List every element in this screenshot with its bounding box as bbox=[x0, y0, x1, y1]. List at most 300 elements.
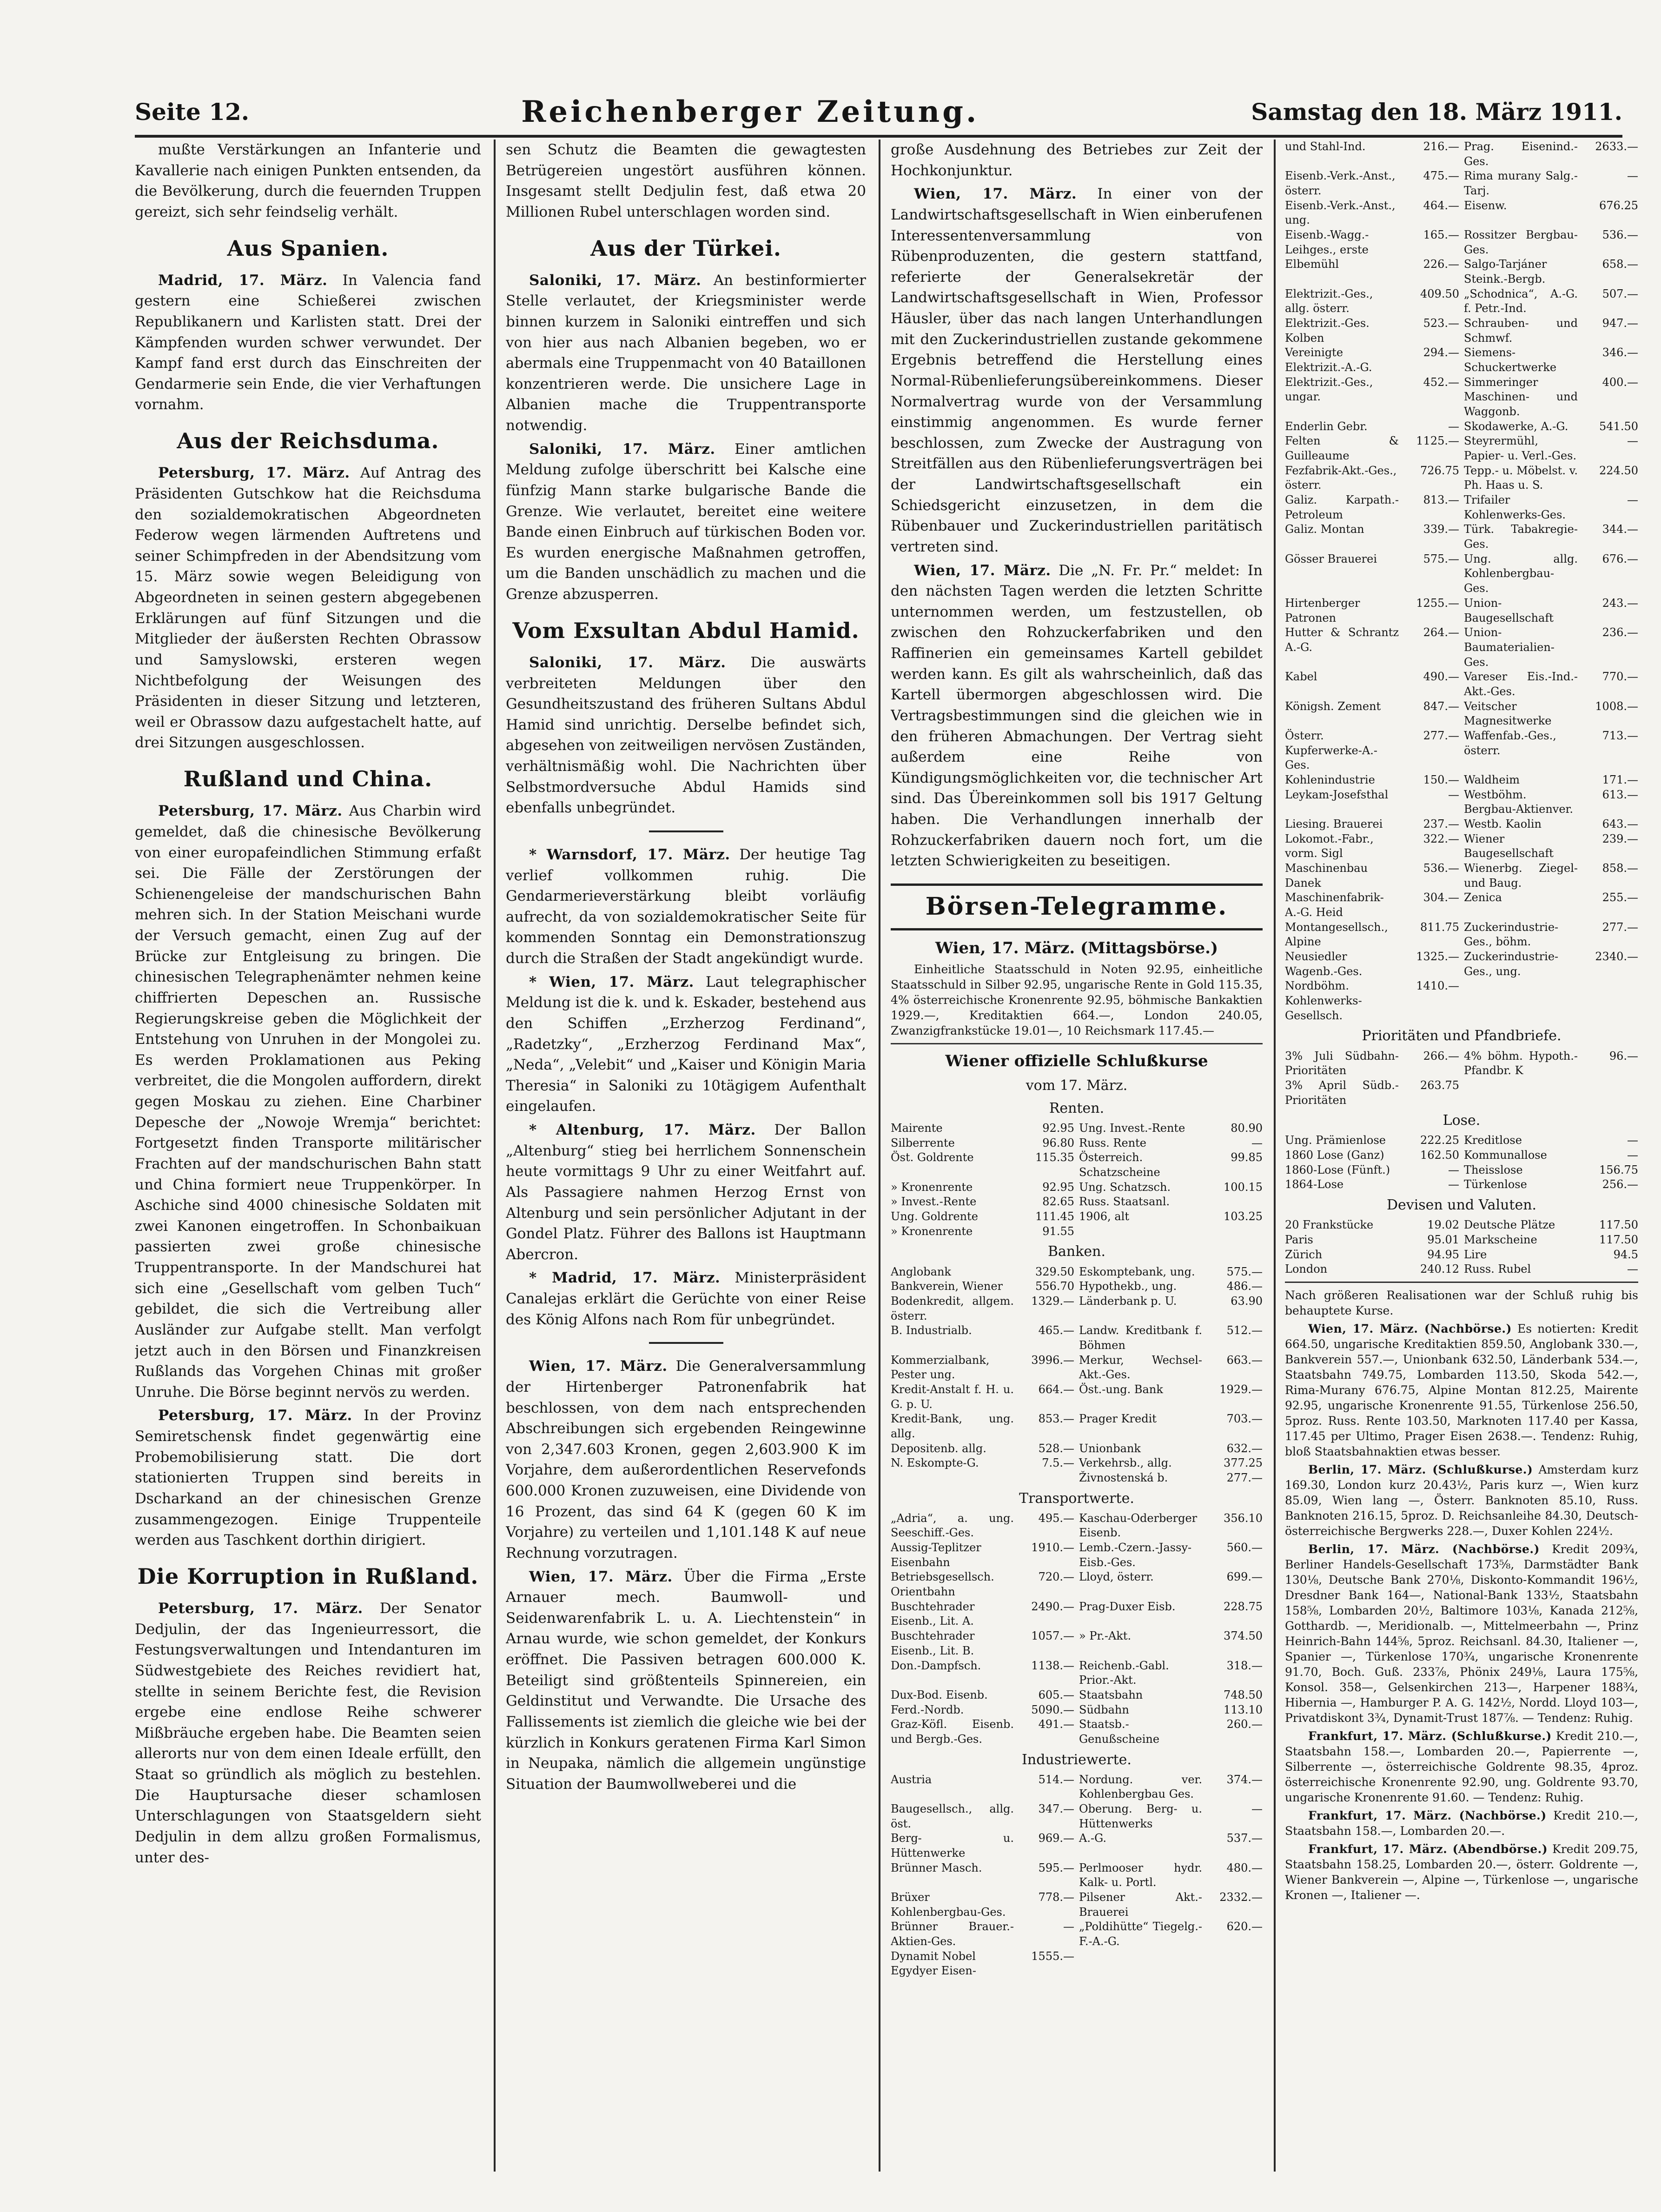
security-name: Trifailer Kohlenwerks-Ges. bbox=[1464, 493, 1566, 521]
security-name: Enderlin Gebr. bbox=[1285, 419, 1368, 433]
dateline: Saloniki, 17. März. bbox=[529, 440, 715, 458]
quote-value: 374.50 bbox=[1224, 1629, 1263, 1643]
security-name: Don.-Dampfsch. bbox=[891, 1659, 981, 1672]
paragraph-text: Kredit 209.75, Staatsbahn 158.25, Lombarden 20.—, österr. Goldrente —, Wiener Bankverein —, Alpine —, Türkenlose —, ungarische Kronen —, Italiener —. bbox=[1285, 1842, 1638, 1902]
security-name: Eskomptebank, ung. bbox=[1079, 1265, 1195, 1278]
article-paragraph bbox=[1285, 1462, 1638, 1539]
article-paragraph bbox=[1285, 1541, 1638, 1726]
industrie-table-continued bbox=[1285, 139, 1638, 1023]
quote-value: 595.— bbox=[1038, 1861, 1074, 1874]
paragraph-text: Ministerpräsident Canalejas erklärt die Gerüchte von einer Reise des König Alfons nach Rom für unbegründet. bbox=[506, 1269, 866, 1328]
security-name: Eisenb.-Verk.-Anst., österr. bbox=[1285, 169, 1396, 198]
security-name: Russ. Staatsanl. bbox=[1079, 1195, 1170, 1209]
paragraph-text: Einer amtlichen Meldung zufolge überschritt bei Kalsche eine fünfzig Mann starke bulgarische Bande die Grenze. Wie verlautet, bereitet eine weitere Bande einen Einbruch auf türkischen Boden vor. Es wurden energische Maßnahmen getroffen, um die Banden unschädlich zu machen und die Grenze abzusperren. bbox=[506, 440, 866, 603]
quote-value: 96.80 bbox=[1042, 1136, 1074, 1149]
quote-value: 811.75 bbox=[1420, 920, 1459, 934]
article-paragraph bbox=[135, 1598, 481, 1868]
quote-value: 19.02 bbox=[1427, 1218, 1459, 1232]
security-name: Brüxer Kohlenbergbau-Ges. bbox=[891, 1891, 1006, 1919]
quote-value: 2332.— bbox=[1219, 1891, 1263, 1904]
quote-value: 726.75 bbox=[1420, 464, 1459, 477]
security-name: Montangesellsch., Alpine bbox=[1285, 920, 1388, 949]
column-3 bbox=[891, 139, 1263, 2172]
column-rule bbox=[1274, 139, 1276, 2172]
article-paragraph bbox=[135, 139, 481, 223]
quote-value: 239.— bbox=[1602, 832, 1638, 845]
quote-value: — bbox=[1251, 1802, 1263, 1816]
quote-value: 495.— bbox=[1038, 1511, 1074, 1525]
quote-value: 703.— bbox=[1226, 1412, 1263, 1426]
dateline: * Wien, 17. März. bbox=[529, 973, 694, 990]
security-name: Brünner Brauer.-Aktien-Ges. bbox=[891, 1920, 1014, 1948]
security-name: Kredit-Anstalt f. H. u. G. p. U. bbox=[891, 1382, 1014, 1411]
security-name: Kreditlose bbox=[1464, 1134, 1522, 1147]
security-name: Zenica bbox=[1464, 891, 1502, 904]
security-name: N. Eskompte-G. bbox=[891, 1456, 979, 1470]
quote-value: 490.— bbox=[1423, 670, 1459, 684]
quote-value: 346.— bbox=[1602, 346, 1638, 359]
article-paragraph bbox=[135, 463, 481, 753]
dateline: Saloniki, 17. März. bbox=[529, 272, 701, 289]
security-name: Ferd.-Nordb. bbox=[891, 1703, 964, 1716]
quote-value: 536.— bbox=[1423, 861, 1459, 875]
quote-value: — bbox=[1627, 493, 1638, 507]
quote-value: 2633.— bbox=[1595, 140, 1638, 153]
quote-value: 613.— bbox=[1602, 788, 1638, 801]
security-name: Österr. Kupferwerke-A.-Ges. bbox=[1285, 729, 1377, 772]
boerse-title: Börsen-Telegramme. bbox=[891, 883, 1263, 930]
quote-value bbox=[1582, 979, 1638, 1023]
quote-value: 1325.— bbox=[1416, 950, 1459, 963]
schlusskurse-title: Wiener offizielle Schlußkurse bbox=[945, 1051, 1208, 1070]
masthead: Reichenberger Zeitung. bbox=[521, 94, 979, 129]
security-name: Buschtehrader Eisenb., Lit. A. bbox=[891, 1600, 975, 1628]
security-name: 3% Juli Südbahn-Prioritäten bbox=[1285, 1049, 1399, 1077]
quote-value: 464.— bbox=[1423, 199, 1459, 212]
schlusskurse-date: vom 17. März. bbox=[1026, 1077, 1128, 1094]
article-paragraph bbox=[1285, 1728, 1638, 1805]
page-number: Seite 12. bbox=[135, 98, 250, 126]
security-name: Anglobank bbox=[891, 1265, 951, 1278]
article-paragraph bbox=[506, 270, 866, 436]
security-name: Salgo-Tarjáner Steink.-Bergb. bbox=[1464, 258, 1547, 286]
renten-head: Renten. bbox=[1049, 1100, 1105, 1116]
quote-value: 165.— bbox=[1423, 228, 1459, 242]
security-name: Vareser Eis.-Ind.-Akt.-Ges. bbox=[1464, 670, 1578, 698]
security-name: Aussig-Teplitzer Eisenbahn bbox=[891, 1541, 981, 1569]
devisen-table bbox=[1285, 1218, 1638, 1277]
article-paragraph bbox=[506, 139, 866, 223]
security-name: Zürich bbox=[1285, 1248, 1323, 1261]
quote-value: 512.— bbox=[1226, 1324, 1263, 1337]
dateline: * Madrid, 17. März. bbox=[529, 1269, 721, 1287]
security-name: Perlmooser hydr. Kalk- u. Portl. bbox=[1079, 1861, 1202, 1889]
quote-value: 94.5 bbox=[1613, 1248, 1638, 1261]
quote-value: 91.55 bbox=[1042, 1224, 1074, 1238]
quote-value: 575.— bbox=[1423, 552, 1459, 565]
article-paragraph bbox=[1285, 1288, 1638, 1318]
quote-value: 2340.— bbox=[1595, 950, 1638, 963]
prior-head: Prioritäten und Pfandbriefe. bbox=[1362, 1028, 1562, 1044]
security-name: Ung. allg. Kohlenbergbau-Ges. bbox=[1464, 552, 1578, 595]
article-paragraph bbox=[891, 184, 1263, 557]
security-name: Brünner Masch. bbox=[891, 1861, 982, 1874]
security-name bbox=[1464, 979, 1578, 1023]
quote-value: 356.10 bbox=[1224, 1511, 1263, 1525]
quote-value: 100.15 bbox=[1224, 1180, 1263, 1194]
security-name: B. Industrialb. bbox=[891, 1324, 972, 1337]
quote-value: 111.45 bbox=[1035, 1209, 1074, 1223]
security-name: Dux-Bod. Eisenb. bbox=[891, 1688, 988, 1701]
security-name: Theisslose bbox=[1464, 1163, 1523, 1176]
quote-value: 103.25 bbox=[1224, 1209, 1263, 1223]
renten-table bbox=[891, 1121, 1263, 1239]
security-name: Depositenb. allg. bbox=[891, 1441, 986, 1455]
dateline: Wien, 17. März. bbox=[914, 562, 1051, 579]
security-name: » Kronenrente bbox=[891, 1224, 973, 1238]
quote-value: 117.50 bbox=[1599, 1218, 1638, 1232]
security-name: Lemb.-Czern.-Jassy-Eisb.-Ges. bbox=[1079, 1541, 1192, 1569]
security-name: 1860 Lose (Ganz) bbox=[1285, 1149, 1384, 1162]
security-name: und Stahl-Ind. bbox=[1285, 140, 1366, 153]
paragraph-text: Laut telegraphischer Meldung ist die k. und k. Eskader, bestehend aus den Schiffen „Erzherzog Ferdinand“, „Radetzky“, „Erzherzog Ferdinand Max“, „Neda“, „Velebit“ und „Kaiser und Königin Maria Theresia“ in Saloniki zu 10tägigem Aufenthalt eingelaufen. bbox=[506, 973, 866, 1115]
security-name: Elektrizit.-Ges., ungar. bbox=[1285, 375, 1373, 404]
quote-value: 720.— bbox=[1038, 1570, 1074, 1584]
quote-value: — bbox=[1448, 1163, 1459, 1176]
divider bbox=[1285, 1282, 1638, 1283]
quote-value: 277.— bbox=[1602, 920, 1638, 934]
security-name bbox=[1079, 1224, 1202, 1239]
lose-table bbox=[1285, 1133, 1638, 1192]
security-name: Lokomot.-Fabr., vorm. Sigl bbox=[1285, 832, 1374, 860]
security-name: Ung. Goldrente bbox=[891, 1209, 978, 1223]
security-name: Lloyd, österr. bbox=[1079, 1570, 1154, 1584]
paragraph-text: Auf Antrag des Präsidenten Gutschkow hat die Reichsduma den sozialdemokratischen Abgeordneten Federow wegen lärmenden Auftretens und seiner Schimpfreden in der Abendsitzung vom 15. März sowie wegen Beleidigung von Abgeordneten in seinen gestern abgegebenen Erklärungen auf fünf Sitzungen und die Mitglieder der äußersten Rechten Obrassow und Samyslowski, ersteren wegen Nichtbefolgung der Weisungen des Präsidenten in dieser Sitzung und letzteren, weil er Obrassow dazu aufgestachelt hatte, auf drei Sitzungen ausgeschlossen. bbox=[135, 465, 481, 751]
quote-value: 748.50 bbox=[1224, 1688, 1263, 1701]
security-name: Kredit-Bank, ung. allg. bbox=[891, 1412, 1014, 1440]
boerse-reports bbox=[1285, 1288, 1638, 1903]
security-name: Liesing. Brauerei bbox=[1285, 817, 1383, 830]
dateline: Wien, 17. März. bbox=[914, 186, 1077, 203]
security-name: Öst.-ung. Bank bbox=[1079, 1382, 1163, 1396]
security-name: Tepp.- u. Möbelst. v. Ph. Haas u. S. bbox=[1464, 464, 1578, 492]
paragraph-text: Amsterdam kurz 169.30, London kurz 20.43½, Paris kurz —, Wien kurz 85.09, Wien lang —, Österr. Banknoten 85.10, Russ. Banknoten 216.15, 5proz. D. Reichsanleihe 84.30, Deutsch-österreichische Bergwerks 228.—, Duxer Kohlen 224½. bbox=[1285, 1462, 1638, 1538]
quote-value: 452.— bbox=[1423, 375, 1459, 389]
security-name: » Kronenrente bbox=[891, 1180, 973, 1194]
article-paragraph bbox=[891, 560, 1263, 871]
paragraph-text: In der Provinz Semiretschensk findet gegenwärtig eine Probemobilisierung statt. Die dort stationierten Truppen sind bereits in Dscharkand an der chinesischen Grenze zusammengezogen. Einige Truppenteile werden aus Taschkent dorthin dirigiert. bbox=[135, 1407, 481, 1549]
security-name: Staatsbahn bbox=[1079, 1688, 1143, 1701]
dateline: Frankfurt, 17. März. (Schlußkurse.) bbox=[1308, 1729, 1552, 1743]
paragraph-text: Die Generalversammlung der Hirtenberger Patronenfabrik hat beschlossen, von dem nach entsprechenden Abschreibungen sich ergebenden Reingewinne von 2,347.603 Kronen, gegen 2,603.900 K im Vorjahre, dem außerordentlichen Reservefonds 600.000 Kronen zuzuweisen, eine Dividende von 16 Prozent, das sind 64 K (gegen 60 K im Vorjahre) zu verteilen und 1,101.148 K auf neue Rechnung vorzutragen. bbox=[506, 1358, 866, 1561]
security-name: Gösser Brauerei bbox=[1285, 552, 1377, 565]
quote-value: 858.— bbox=[1602, 861, 1638, 875]
industrie-head: Industriewerte. bbox=[1022, 1751, 1132, 1768]
dateline: Berlin, 17. März. (Nachbörse.) bbox=[1308, 1542, 1540, 1556]
column-1 bbox=[135, 139, 481, 2172]
transport-head: Transportwerte. bbox=[1019, 1490, 1134, 1507]
quote-value bbox=[1207, 1195, 1263, 1209]
security-name: Wiener Baugesellschaft bbox=[1464, 832, 1554, 860]
paragraph-text: Über die Firma „Erste Arnauer mech. Baumwoll- und Seidenwarenfabrik L. u. A. Liechtenstein“ in Arnau wurde, wie schon gemeldet, der Konkurs eröffnet. Die Passiven betragen 600.000 K. Beteiligt sind größtenteils Spinnereien, ein Geldinstitut und Verwandte. Die Ursache des Fallissements ist ziemlich die gleiche wie bei der kürzlich in Konkurs geratenen Firma Karl Simon in Neupaka, nämlich die allgemein ungünstige Situation der Baumwollweberei und die bbox=[506, 1568, 866, 1793]
security-name: Mairente bbox=[891, 1121, 943, 1135]
quote-value: 1410.— bbox=[1416, 979, 1459, 993]
security-name: Prag. Eisenind.-Ges. bbox=[1464, 140, 1578, 168]
quote-value: 5090.— bbox=[1031, 1703, 1074, 1716]
quote-value: — bbox=[1627, 1149, 1638, 1162]
quote-value: 222.25 bbox=[1420, 1134, 1459, 1147]
paragraph-text: Die „N. Fr. Pr.“ meldet: In den nächsten Tagen werden die letzten Schritte unternommen werden, um festzustellen, ob zwischen den Rohzuckerfabriken und den Raffinerien ein gemeinsames Kartell gebildet werden kann. Es gilt als wahrscheinlich, daß das Kartell übermorgen abgeschlossen wird. Die Vertragsbestimmungen sind die gleichen wie in den früheren Abmachungen. Der Vertrag sieht außerdem eine Reihe von Kündigungsmöglichkeiten vor, die technischer Art sind. Das Übereinkommen soll bis 1917 Geltung haben. Die Verhandlungen innerhalb der Rohzuckerfabriken dauern noch fort, um die letzten Schwierigkeiten zu beseitigen. bbox=[891, 562, 1263, 870]
dateline: Berlin, 17. März. (Schlußkurse.) bbox=[1308, 1462, 1533, 1476]
quote-value: 377.25 bbox=[1224, 1456, 1263, 1470]
security-name: Union-Baugesellschaft bbox=[1464, 596, 1554, 624]
quote-value: 374.— bbox=[1226, 1773, 1263, 1786]
quote-value: 486.— bbox=[1226, 1280, 1263, 1293]
quote-value: 853.— bbox=[1038, 1412, 1074, 1426]
security-name: Galiz. Montan bbox=[1285, 523, 1364, 536]
quote-value: 277.— bbox=[1226, 1471, 1263, 1484]
quote-value: 82.65 bbox=[1042, 1195, 1074, 1209]
quote-value: 255.— bbox=[1602, 891, 1638, 904]
security-name: Öst. Goldrente bbox=[891, 1151, 974, 1164]
security-name bbox=[1079, 1964, 1202, 1979]
quote-value: 632.— bbox=[1226, 1441, 1263, 1455]
quote-value: 99.85 bbox=[1231, 1151, 1263, 1164]
quote-value: 713.— bbox=[1602, 729, 1638, 742]
security-name: Kohlenindustrie bbox=[1285, 773, 1375, 786]
mittagsboerse-text: Einheitliche Staatsschuld in Noten 92.95, einheitliche Staatsschuld in Silber 92.95, ungarische Rente in Gold 115.35, 4% österreichische Kronenrente 92.95, böhmische Bankaktien 1929.—, Kreditaktien 664.—, London 240.05, Zwanzigfrankstücke 19.01—, 10 Reichsmark 117.45.— bbox=[891, 962, 1263, 1037]
dateline: * Altenburg, 17. März. bbox=[529, 1122, 756, 1139]
quote-value: 94.95 bbox=[1427, 1248, 1459, 1261]
page-header bbox=[135, 88, 1622, 138]
security-name: 1864-Lose bbox=[1285, 1178, 1344, 1191]
security-name: Oberung. Berg- u. Hüttenwerks bbox=[1079, 1802, 1202, 1830]
separator-rule bbox=[649, 830, 723, 832]
quote-value: 514.— bbox=[1038, 1773, 1074, 1786]
article-paragraph bbox=[135, 801, 481, 1402]
security-name: Eisenb.-Verk.-Anst., ung. bbox=[1285, 199, 1396, 227]
security-name: Westb. Kaolin bbox=[1464, 817, 1542, 830]
security-name: Simmeringer Maschinen- und Waggonb. bbox=[1464, 375, 1578, 418]
security-name: Wienerbg. Ziegel- und Baug. bbox=[1464, 861, 1578, 890]
security-name: Waldheim bbox=[1464, 773, 1520, 786]
quote-value: 556.70 bbox=[1035, 1280, 1074, 1293]
security-name: Pilsener Akt.-Brauerei bbox=[1079, 1891, 1202, 1919]
quote-value: 491.— bbox=[1038, 1718, 1074, 1731]
quote-value: 226.— bbox=[1423, 258, 1459, 271]
quote-value: 113.10 bbox=[1224, 1703, 1263, 1716]
security-name: » Pr.-Akt. bbox=[1079, 1629, 1132, 1643]
quote-value: 507.— bbox=[1602, 287, 1638, 300]
paragraph-text: Der Senator Dedjulin, der das Ingenieurressort, die Festungsverwaltungen und Intendanturen im Südwestgebiete des Reiches revidiert hat, stellte in seinem Berichte fest, die Revision ergebe eine endlose Reihe schwerer Mißbräuche ergeben habe. Die Beamten seien allerorts nur von dem einen Ideale erfüllt, den Staat so gründlich als möglich zu bestehlen. Die Hauptursache dieser schamlosen Unterschlagungen von Staatsgeldern sieht Dedjulin in dem allzu großen Formalismus, unter des- bbox=[135, 1600, 481, 1866]
security-name: Königsh. Zement bbox=[1285, 699, 1381, 713]
quote-value bbox=[1019, 1471, 1074, 1486]
paragraph-text: Es notierten: Kredit 664.50, ungarische Kreditaktien 859.50, Anglobank 330.—, Bankverein 557.—, Unionbank 632.50, Länderbank 534.—, Staatsbahn 749.75, Lombarden 113.50, Skoda 542.—, Rima-Murany 676.75, Alpine Montan 812.25, Mairente 92.95, ungarische Kronenrente 91.55, Türkenlose 256.50, 5proz. Russ. Rente 103.50, Marknoten 117.40 per Kassa, 117.45 per Ultimo, Prager Eisen 2638.—. Tendenz: Ruhig, bloß Staatsbahnaktien etwas besser. bbox=[1285, 1322, 1638, 1458]
quote-value: 1910.— bbox=[1031, 1541, 1074, 1554]
quote-value: 947.— bbox=[1602, 317, 1638, 330]
security-name: Markscheine bbox=[1464, 1233, 1537, 1246]
quote-value: 117.50 bbox=[1599, 1233, 1638, 1246]
quote-value: 171.— bbox=[1602, 773, 1638, 786]
quote-value: 1008.— bbox=[1595, 699, 1638, 713]
security-name: Fezfabrik-Akt.-Ges., österr. bbox=[1285, 464, 1397, 492]
quote-value: 676.25 bbox=[1599, 199, 1638, 212]
quote-value: 3996.— bbox=[1031, 1353, 1074, 1367]
security-name: 4% böhm. Hypoth.-Pfandbr. K bbox=[1464, 1049, 1578, 1077]
column-rule bbox=[494, 139, 496, 2172]
security-name: Südbahn bbox=[1079, 1703, 1129, 1716]
paragraph-text: Nach größeren Realisationen war der Schluß ruhig bis behauptete Kurse. bbox=[1285, 1288, 1638, 1317]
paragraph-text: An bestinformierter Stelle verlautet, der Kriegsminister werde binnen kurzem in Saloniki eintreffen und sich von hier aus nach Albanien begeben, wo er abermals eine Truppenmacht von 40 Bataillonen konzentrieren werde. Die unsichere Lage in Albanien mache die Truppentransporte notwendig. bbox=[506, 272, 866, 434]
paragraph-text: Die auswärts verbreiteten Meldungen über den Gesundheitszustand des früheren Sultans Abdul Hamid sind unrichtig. Derselbe befindet sich, abgesehen von zeitweiligen nervösen Zuständen, verhältnismäßig wohl. Die Nachrichten über Selbstmordversuche Abdul Hamids sind ebenfalls unbegründet. bbox=[506, 654, 866, 817]
security-name: Silberrente bbox=[891, 1136, 955, 1149]
quote-value: 1125.— bbox=[1416, 434, 1459, 448]
quote-value: 969.— bbox=[1038, 1832, 1074, 1845]
quote-value: 1057.— bbox=[1031, 1629, 1074, 1643]
security-name: Graz-Köfl. Eisenb. und Bergb.-Ges. bbox=[891, 1718, 1014, 1746]
mittagsboerse-head: Wien, 17. März. (Mittagsbörse.) bbox=[935, 938, 1218, 957]
article-heading: Die Korruption in Rußland. bbox=[137, 1563, 479, 1589]
security-name: Union-Baumaterialien-Ges. bbox=[1464, 626, 1555, 669]
dateline: Frankfurt, 17. März. (Nachbörse.) bbox=[1308, 1808, 1547, 1822]
security-name: Unionbank bbox=[1079, 1441, 1141, 1455]
quote-value: 847.— bbox=[1423, 699, 1459, 713]
column-3-articles bbox=[891, 139, 1263, 871]
quote-value: — bbox=[1627, 434, 1638, 448]
quote-value: 537.— bbox=[1226, 1832, 1263, 1845]
security-name: „Adria“, a. ung. Seeschiff.-Ges. bbox=[891, 1511, 1014, 1540]
quote-value: 304.— bbox=[1423, 891, 1459, 904]
article-paragraph bbox=[506, 439, 866, 605]
security-name: Galiz. Karpath.-Petroleum bbox=[1285, 493, 1399, 521]
article-heading: Rußland und China. bbox=[183, 766, 433, 792]
prior-table bbox=[1285, 1049, 1638, 1108]
quote-value: 400.— bbox=[1602, 375, 1638, 389]
paragraph-text: mußte Verstärkungen an Infanterie und Kavallerie nach einigen Punkten entsenden, da die Bevölkerung, durch die feuernden Truppen gereizt, sich sehr feindselig verhält. bbox=[135, 141, 481, 220]
article-paragraph bbox=[1285, 1321, 1638, 1459]
quote-value: 339.— bbox=[1423, 523, 1459, 536]
quote-value: 664.— bbox=[1038, 1382, 1074, 1396]
quote-value: 465.— bbox=[1038, 1324, 1074, 1337]
quote-value: 228.75 bbox=[1224, 1600, 1263, 1613]
security-name: Merkur, Wechsel-Akt.-Ges. bbox=[1079, 1353, 1202, 1382]
security-name: Maschinenfabrik-A.-G. Heid bbox=[1285, 891, 1384, 919]
article-paragraph bbox=[506, 972, 866, 1117]
article-paragraph bbox=[1285, 1808, 1638, 1839]
security-name: Hypothekb., ung. bbox=[1079, 1280, 1177, 1293]
security-name: Bodenkredit, allgem. österr. bbox=[891, 1294, 1014, 1322]
security-name: Eisenw. bbox=[1464, 199, 1507, 212]
dateline: Saloniki, 17. März. bbox=[529, 654, 726, 671]
quote-value bbox=[1207, 1224, 1263, 1239]
security-name: Kabel bbox=[1285, 670, 1317, 684]
security-name: Prag-Duxer Eisb. bbox=[1079, 1600, 1176, 1613]
quote-value: 605.— bbox=[1038, 1688, 1074, 1701]
quote-value: 813.— bbox=[1423, 493, 1459, 507]
quote-value: 676.— bbox=[1602, 552, 1638, 565]
dateline: Wien, 17. März. bbox=[529, 1358, 668, 1375]
dateline: Petersburg, 17. März. bbox=[158, 1407, 352, 1424]
article-paragraph bbox=[1285, 1841, 1638, 1903]
paragraph-text: In Valencia fand gestern eine Schießerei zwischen Republikanern und Karlisten statt. Drei der Kämpfenden wurden schwer verwundet. Der Kampf fand erst durch das Einschreiten der Gendarmerie sein Ende, die vier Verhaftungen vornahm. bbox=[135, 272, 481, 413]
quote-value: 409.50 bbox=[1420, 287, 1459, 300]
security-name bbox=[891, 1471, 1014, 1486]
security-name: Neusiedler Wagenb.-Ges. bbox=[1285, 950, 1363, 978]
quote-value: 347.— bbox=[1038, 1802, 1074, 1816]
security-name: Russ. Rente bbox=[1079, 1136, 1146, 1149]
security-name: Vereinigte Elektrizit.-A.-G. bbox=[1285, 346, 1372, 374]
quote-value: 778.— bbox=[1038, 1891, 1074, 1904]
security-name bbox=[1464, 1078, 1578, 1108]
security-name: Nordung. ver. Kohlenbergbau Ges. bbox=[1079, 1773, 1202, 1801]
quote-value: — bbox=[1063, 1920, 1074, 1933]
security-name: Landw. Kreditbank f. Böhmen bbox=[1079, 1324, 1202, 1352]
article-heading: Aus der Reichsduma. bbox=[177, 428, 439, 454]
quote-value: 770.— bbox=[1602, 670, 1638, 684]
quote-value: 643.— bbox=[1602, 817, 1638, 830]
quote-value: 224.50 bbox=[1599, 464, 1638, 477]
dateline: Petersburg, 17. März. bbox=[158, 803, 343, 820]
quote-value: 699.— bbox=[1226, 1570, 1263, 1584]
security-name: Prager Kredit bbox=[1079, 1412, 1157, 1426]
quote-value: 162.50 bbox=[1420, 1149, 1459, 1162]
quote-value: 256.— bbox=[1602, 1178, 1638, 1191]
security-name: Elbemühl bbox=[1285, 258, 1339, 271]
security-name: Länderbank p. U. bbox=[1079, 1294, 1177, 1308]
security-name: Leykam-Josefsthal bbox=[1285, 788, 1389, 801]
security-name: Ung. Prämienlose bbox=[1285, 1134, 1386, 1147]
article-paragraph bbox=[506, 652, 866, 818]
issue-date: Samstag den 18. März 1911. bbox=[1251, 98, 1622, 126]
security-name: Skodawerke, A.-G. bbox=[1464, 419, 1568, 433]
security-name: Reichenb.-Gabl. Prior.-Akt. bbox=[1079, 1659, 1169, 1687]
security-name: Živnostenská b. bbox=[1079, 1471, 1168, 1484]
quote-value: 658.— bbox=[1602, 258, 1638, 271]
devisen-head: Devisen und Valuten. bbox=[1386, 1197, 1537, 1214]
paragraph-text: Der Ballon „Altenburg“ stieg bei herrlichem Sonnenschein heute vormittags 9 Uhr zu einer Weitfahrt auf. Als Passagiere nahmen Herzog Ernst von Altenburg und sein persönlicher Adjutant in der Gondel Platz. Führer des Ballons ist Hauptmann Abercron. bbox=[506, 1122, 866, 1263]
quote-value: 523.— bbox=[1423, 317, 1459, 330]
article-paragraph bbox=[506, 1268, 866, 1330]
article-heading: Vom Exsultan Abdul Hamid. bbox=[512, 618, 860, 643]
security-name: Betriebsgesellsch. Orientbahn bbox=[891, 1570, 994, 1599]
security-name: Siemens-Schuckertwerke bbox=[1464, 346, 1557, 374]
security-name: Staatsb.-Genußscheine bbox=[1079, 1718, 1160, 1746]
paragraph-text: In einer von der Landwirtschaftsgesellschaft in Wien einberufenen Interessentenversammlung von Rübenproduzenten, die gestern stattfand, referierte der Generalsekretär der Landwirtschaftsgesellschaft in Wien, Professor Häusler, über das nach langen Unterhandlungen mit den Zuckerindustriellen zustande gekommene Ergebnis betreffend die Herstellung eines Normal-Rübenlieferungsübereinkommens. Dieser Normalvertrag wurde von der Versammlung einstimmig angenommen. Es wurde ferner beschlossen, zum Zwecke der Austragung von Streitfällen aus den Rübenlieferungsverträgen bei der Landwirtschaftsgesellschaft ein Schiedsgericht einzusetzen, in dem die Rübenbauer und Zuckerindustriellen paritätisch vertreten sind. bbox=[891, 186, 1263, 555]
quote-value bbox=[1207, 1949, 1263, 1964]
quote-value: 95.01 bbox=[1427, 1233, 1459, 1246]
column-2 bbox=[506, 139, 866, 2172]
industrie-table bbox=[891, 1773, 1263, 1979]
security-name: Waffenfab.-Ges., österr. bbox=[1464, 729, 1556, 757]
security-name: 20 Frankstücke bbox=[1285, 1218, 1374, 1232]
quote-value: 237.— bbox=[1423, 817, 1459, 830]
security-name: Steyrermühl, Papier- u. Verl.-Ges. bbox=[1464, 434, 1577, 463]
quote-value: 620.— bbox=[1226, 1920, 1263, 1933]
security-name: Verkehrsb., allg. bbox=[1079, 1456, 1172, 1470]
quote-value: 1255.— bbox=[1416, 596, 1459, 610]
security-name: Nordböhm. Kohlenwerks-Gesellsch. bbox=[1285, 979, 1362, 1022]
security-name bbox=[1079, 1949, 1202, 1964]
security-name: Zuckerindustrie-Ges., böhm. bbox=[1464, 920, 1559, 949]
security-name: Felten & Guilleaume bbox=[1285, 434, 1399, 463]
quote-value: 322.— bbox=[1423, 832, 1459, 845]
security-name: Lire bbox=[1464, 1248, 1487, 1261]
security-name: Elektrizit.-Ges. Kolben bbox=[1285, 317, 1370, 345]
quote-value bbox=[1019, 1964, 1074, 1979]
quote-value bbox=[1207, 1964, 1263, 1979]
quote-value: — bbox=[1627, 169, 1638, 183]
quote-value: 63.90 bbox=[1231, 1294, 1263, 1308]
